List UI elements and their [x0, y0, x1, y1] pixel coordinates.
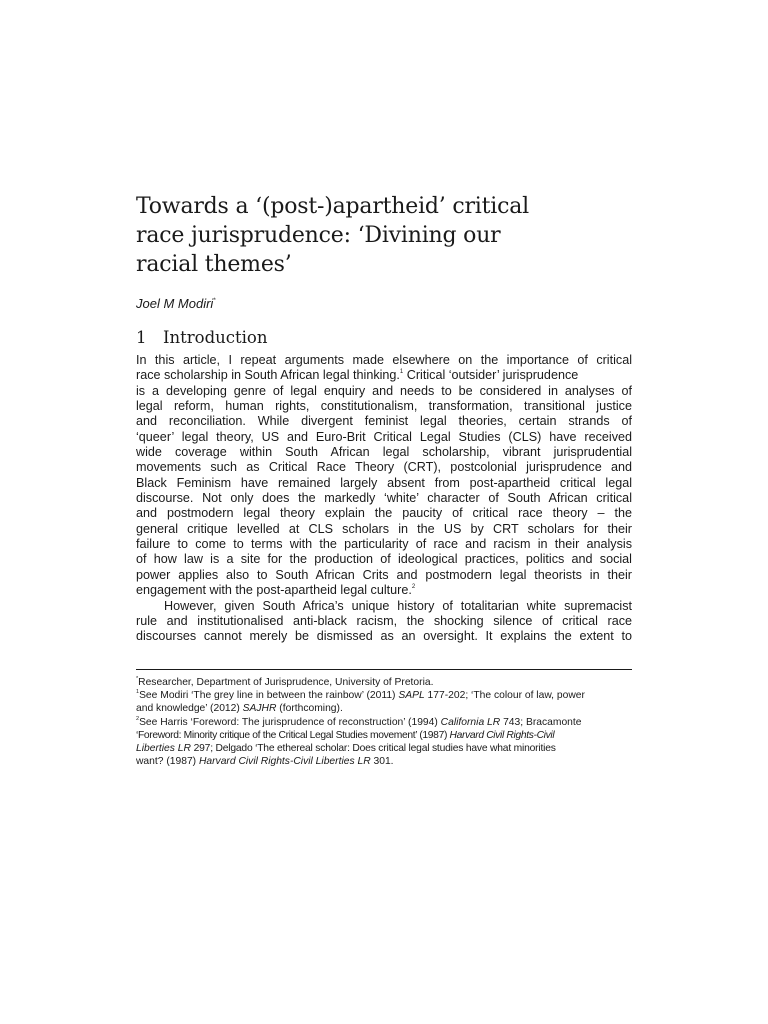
footnote-journal: SAJHR	[242, 703, 277, 715]
body-line	[136, 368, 632, 383]
footnote-text: See Harris ‘Foreword: The jurisprudence of reconstruction’ (1994)	[139, 716, 441, 728]
section-title: Introduction	[163, 328, 268, 347]
footnote-text: Researcher, Department of Jurisprudence, University of Pretoria.	[138, 677, 434, 688]
footnote-text: 177-202; ‘The colour of law, power	[424, 690, 585, 702]
body-text-fragment: engagement with the post-apartheid legal culture.	[136, 583, 412, 598]
body-line	[136, 583, 632, 598]
footnote-2	[136, 716, 632, 769]
body-line: discourses cannot merely be dismissed as an oversight. It explains the extent to	[136, 629, 632, 644]
body-line: and postmodern legal theory explain the paucity of critical race theory – the	[136, 506, 632, 521]
body-line: of how law is a site for the production of ideological practices, politics and social	[136, 552, 632, 567]
footnote-mark: *	[136, 676, 139, 682]
body-line: movements such as Critical Race Theory (CRT), postcolonial jurisprudence and	[136, 460, 632, 475]
body-line: and reconciliation. While divergent feminist legal theories, certain strands of	[136, 414, 632, 429]
footnote-star	[136, 676, 632, 689]
article-title	[136, 192, 632, 279]
footnote-1	[136, 689, 632, 715]
section-heading	[136, 328, 268, 347]
body-line: general critique levelled at CLS scholars in the US by CRT scholars for their	[136, 521, 632, 536]
body-line: However, given South Africa’s unique history of totalitarian white supremacist	[164, 598, 632, 613]
author-line	[136, 296, 216, 311]
footnote-text: ‘Foreword: Minority critique of the Critical Legal Studies movement’ (1987)	[136, 729, 450, 741]
footnote-ref-1: 1	[399, 369, 404, 376]
footnote-journal: Harvard Civil Rights-Civil	[449, 729, 555, 741]
footnote-text: 297; Delgado ‘The ethereal scholar: Does critical legal studies have what minorities	[190, 743, 556, 755]
body-line: failure to come to terms with the particularity of race and racism in their analysis	[136, 537, 632, 552]
body-line: power applies also to South African Crits and postmodern legal theorists in their	[136, 567, 632, 582]
footnote-mark: 2	[136, 715, 140, 722]
author-footnote-mark: *	[213, 298, 216, 304]
body-line: Black Feminism have remained largely absent from post-apartheid critical legal	[136, 475, 632, 490]
footnote-journal: Harvard Civil Rights-Civil Liberties LR	[198, 756, 371, 768]
body-line: rule and institutionalised anti-black racism, the shocking silence of critical race	[136, 613, 632, 628]
footnotes	[136, 676, 632, 768]
body-line: wide coverage within South African legal scholarship, vibrant jurisprudential	[136, 445, 632, 460]
footnote-journal: Liberties LR	[136, 743, 191, 755]
footnote-ref-2: 2	[411, 584, 416, 591]
title-line: race jurisprudence: ‘Divining our	[136, 223, 501, 248]
body-line: discourse. Not only does the markedly ‘white’ character of South African critical	[136, 491, 632, 506]
footnote-divider	[136, 669, 632, 670]
footnote-journal: SAPL	[398, 690, 425, 702]
body-text-fragment: race scholarship in South African legal thinking.	[136, 368, 400, 383]
footnote-text: and knowledge’ (2012)	[136, 703, 243, 715]
section-number: 1	[136, 328, 147, 347]
body-text-fragment: Critical ‘outsider’ jurisprudence	[403, 368, 579, 383]
footnote-text: 301.	[370, 756, 394, 768]
body-text	[136, 353, 632, 645]
footnote-text: (forthcoming).	[276, 703, 343, 715]
title-line: Towards a ‘(post-)apartheid’ critical	[136, 194, 529, 219]
body-line: ‘queer’ legal theory, US and Euro-Brit Critical Legal Studies (CLS) have received	[136, 429, 632, 444]
footnote-text: See Modiri ‘The grey line in between the rainbow’ (2011)	[139, 690, 399, 702]
footnote-mark: 1	[136, 689, 140, 696]
footnote-journal: California LR	[440, 716, 501, 728]
body-line: is a developing genre of legal enquiry and needs to be considered in analyses of	[136, 383, 632, 398]
author-name: Joel M Modiri	[136, 296, 214, 311]
footnote-text: 743; Bracamonte	[500, 716, 582, 728]
footnote-text: want? (1987)	[136, 756, 199, 768]
title-line: racial themes’	[136, 252, 292, 277]
body-line: legal reform, human rights, constitutionalism, transformation, transitional justice	[136, 399, 632, 414]
body-line: In this article, I repeat arguments made elsewhere on the importance of critical	[136, 353, 632, 367]
